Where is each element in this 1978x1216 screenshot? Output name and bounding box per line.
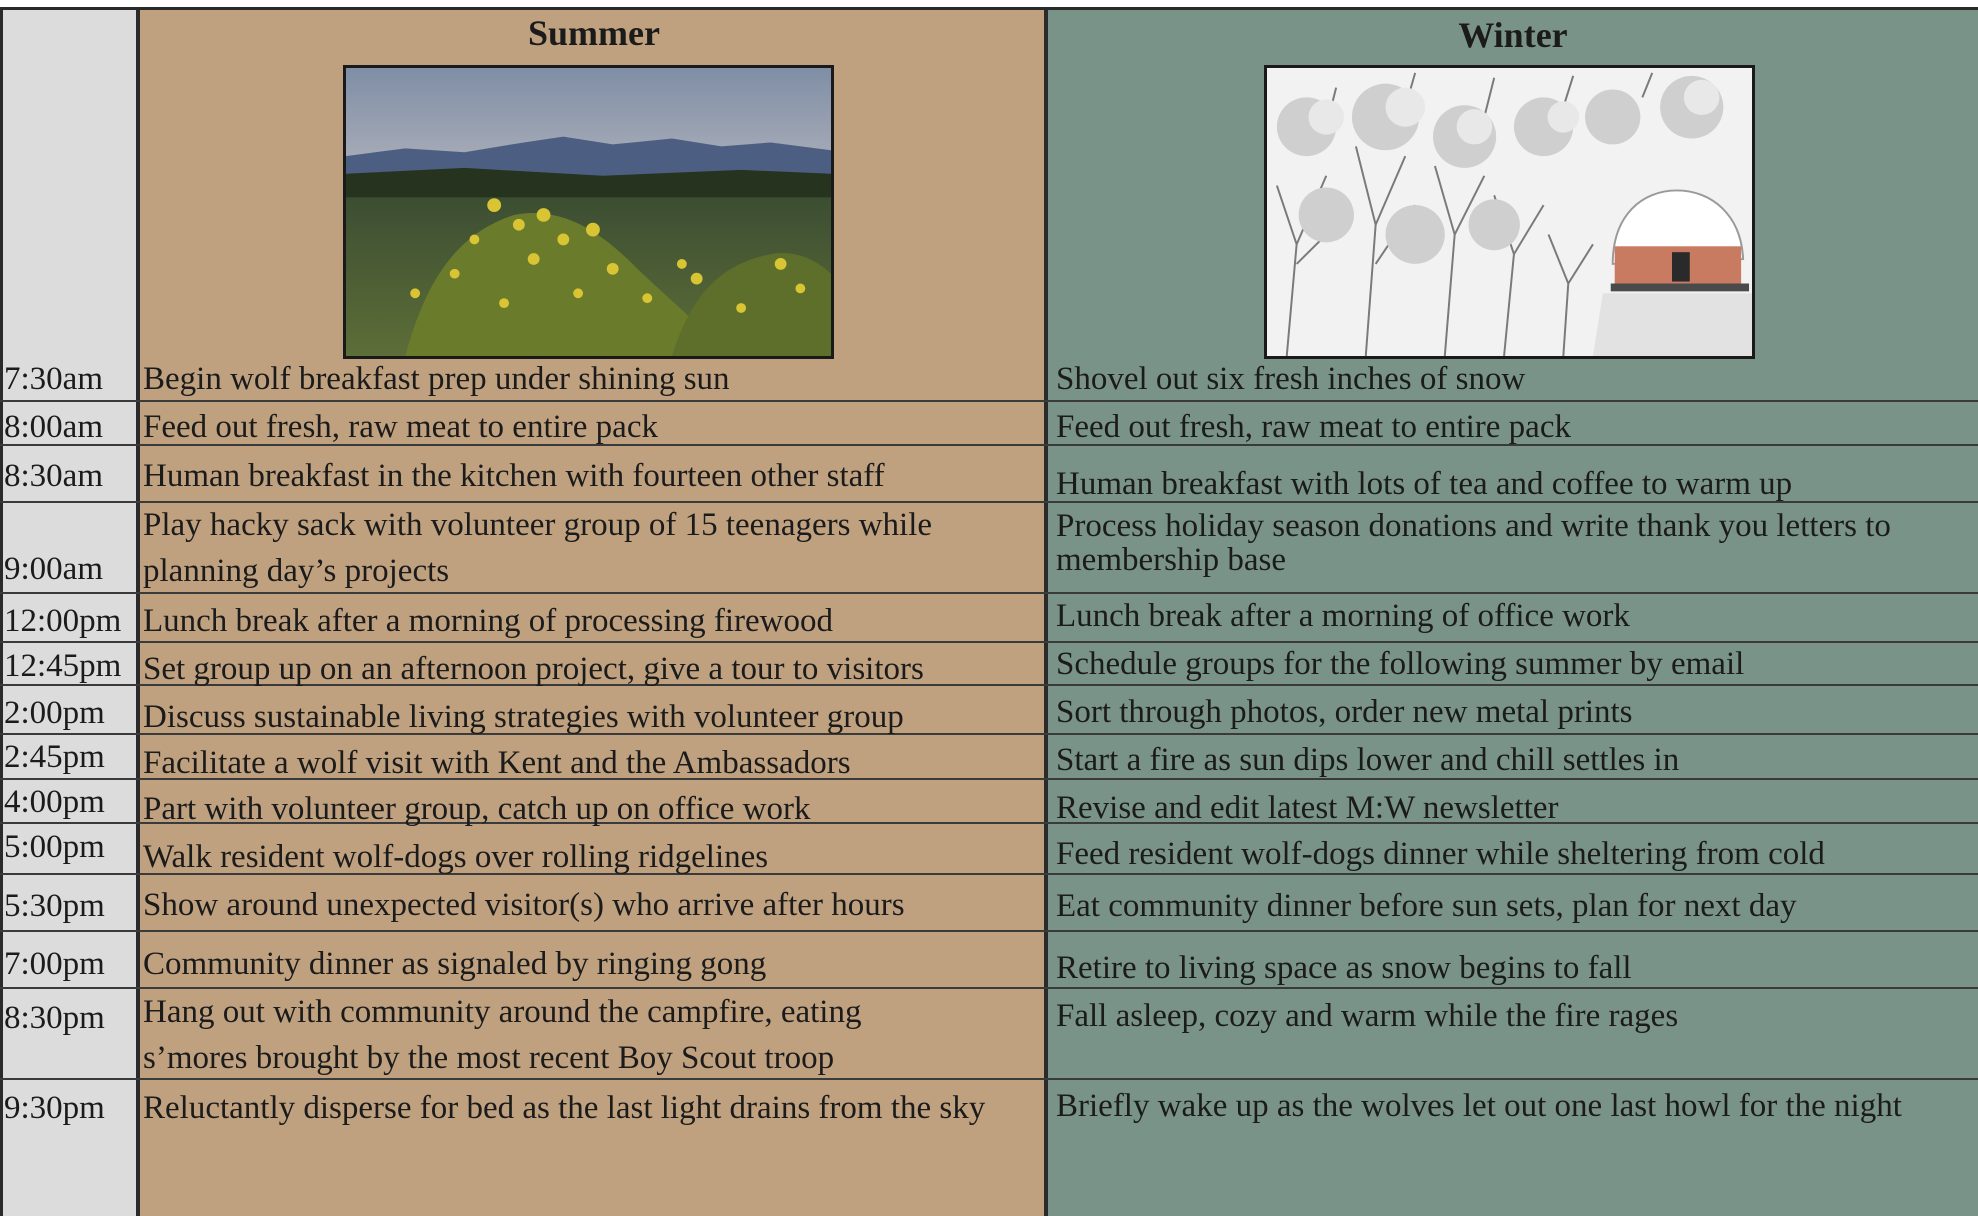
winter-activity: Feed resident wolf-dogs dinner while sheltering from cold: [1056, 836, 1825, 872]
winter-activity: Start a fire as sun dips lower and chill settles in: [1056, 742, 1680, 778]
time-cell: 12:00pm: [4, 603, 122, 639]
summer-activity: Lunch break after a morning of processing firewood: [143, 603, 834, 639]
summer-activity: Reluctantly disperse for bed as the last light drains from the sky: [143, 1090, 986, 1126]
time-cell: 9:30pm: [4, 1090, 105, 1126]
summer-activity: Hang out with community around the campfire, eating s’mores brought by the most recent Boy Scout troop: [143, 994, 862, 1076]
time-cell: 8:30am: [4, 458, 103, 494]
summer-header: Summer: [528, 13, 660, 53]
row-separator: [0, 930, 1978, 932]
top-rule: [0, 0, 1978, 10]
winter-activity: Eat community dinner before sun sets, plan for next day: [1056, 888, 1797, 924]
time-cell: 4:00pm: [4, 784, 105, 820]
summer-activity: Part with volunteer group, catch up on office work: [143, 791, 811, 827]
time-cell: 8:00am: [4, 409, 103, 445]
summer-activity: Human breakfast in the kitchen with fourteen other staff: [143, 458, 885, 494]
winter-activity: Schedule groups for the following summer by email: [1056, 646, 1745, 682]
winter-activity: Briefly wake up as the wolves let out one last howl for the night: [1056, 1088, 1902, 1124]
time-cell: 2:45pm: [4, 739, 105, 775]
winter-activity: Fall asleep, cozy and warm while the fire rages: [1056, 998, 1679, 1034]
summer-meadow-photo: [343, 65, 834, 359]
summer-activity: Set group up on an afternoon project, give a tour to visitors: [143, 651, 924, 687]
time-cell: 7:00pm: [4, 946, 105, 982]
summer-activity: Walk resident wolf-dogs over rolling ridgelines: [143, 839, 769, 875]
winter-activity: Human breakfast with lots of tea and coffee to warm up: [1056, 466, 1793, 502]
summer-activity: Begin wolf breakfast prep under shining sun: [143, 361, 730, 397]
time-cell: 12:45pm: [4, 648, 122, 684]
winter-activity: Process holiday season donations and write thank you letters to membership base: [1056, 508, 1891, 578]
summer-activity: Facilitate a wolf visit with Kent and the Ambassadors: [143, 745, 851, 781]
summer-activity: Show around unexpected visitor(s) who arrive after hours: [143, 887, 905, 923]
time-cell: 5:30pm: [4, 888, 105, 924]
winter-header: Winter: [1458, 15, 1568, 55]
time-cell: 9:00am: [4, 551, 103, 587]
summer-activity: Discuss sustainable living strategies with volunteer group: [143, 699, 904, 735]
winter-activity: Feed out fresh, raw meat to entire pack: [1056, 409, 1571, 445]
time-cell: 5:00pm: [4, 829, 105, 865]
time-cell: 8:30pm: [4, 1000, 105, 1036]
summer-activity: Feed out fresh, raw meat to entire pack: [143, 409, 658, 445]
time-cell: 7:30am: [4, 361, 103, 397]
time-cell: 2:00pm: [4, 695, 105, 731]
summer-activity: Community dinner as signaled by ringing gong: [143, 946, 767, 982]
winter-activity: Retire to living space as snow begins to fall: [1056, 950, 1632, 986]
winter-activity: Lunch break after a morning of office work: [1056, 598, 1630, 634]
winter-activity: Sort through photos, order new metal prints: [1056, 694, 1633, 730]
winter-activity: Shovel out six fresh inches of snow: [1056, 361, 1526, 397]
summer-activity: Play hacky sack with volunteer group of 15 teenagers while planning day’s projects: [143, 507, 933, 589]
winter-activity: Revise and edit latest M:W newsletter: [1056, 790, 1559, 826]
winter-snow-yurt-photo: [1264, 65, 1755, 359]
